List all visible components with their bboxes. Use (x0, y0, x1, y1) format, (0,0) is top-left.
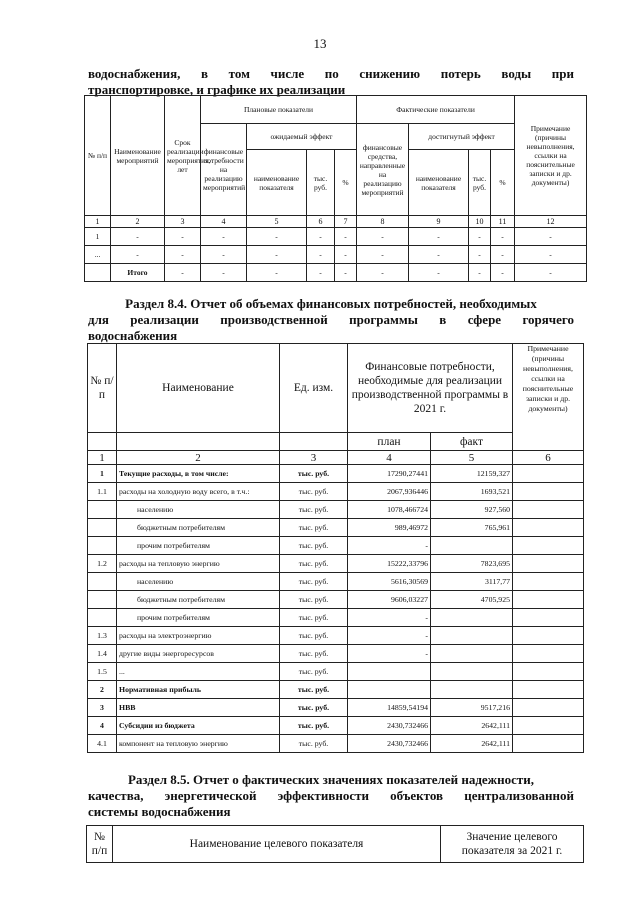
cell-note (513, 573, 584, 591)
cell-plan: 2067,936446 (348, 483, 431, 501)
table-row (85, 264, 587, 282)
table-cell (85, 264, 111, 282)
cell-num: 4.1 (88, 735, 117, 753)
table-cell: - (491, 264, 515, 282)
table-row (88, 519, 584, 537)
cell-note (513, 735, 584, 753)
cell-unit: тыс. руб. (280, 663, 348, 681)
column-number: 4 (348, 451, 431, 465)
cell-plan: 9606,03227 (348, 591, 431, 609)
cell-plan: 15222,33796 (348, 555, 431, 573)
cell-fact (431, 609, 513, 627)
cell-plan: 5616,30569 (348, 573, 431, 591)
cell-num (88, 519, 117, 537)
table-cell: - (165, 246, 201, 264)
cell-unit: тыс. руб. (280, 627, 348, 645)
header-fin-plan: финансовые потребности на реализацию мероприятий (201, 124, 247, 216)
cell-name: НВВ (117, 699, 280, 717)
cell-note (513, 483, 584, 501)
cell-name: расходы на электроэнергию (117, 627, 280, 645)
cell-plan: 17290,27441 (348, 465, 431, 483)
cell-fact: 3117,77 (431, 573, 513, 591)
table-row (88, 609, 584, 627)
table-row (88, 627, 584, 645)
section-line: качества, энергетической эффективности объектов централизованной (88, 788, 574, 803)
cell-plan (348, 681, 431, 699)
intro-paragraph (88, 66, 574, 98)
cell-plan: 2430,732466 (348, 717, 431, 735)
page-number: 13 (313, 36, 327, 51)
cell-num: 1.4 (88, 645, 117, 663)
cell-note (513, 591, 584, 609)
cell-num: 1.2 (88, 555, 117, 573)
column-number: 8 (357, 216, 409, 228)
cell-plan: 14859,54194 (348, 699, 431, 717)
cell-fact: 2642,111 (431, 735, 513, 753)
cell-name: прочим потребителям (117, 609, 280, 627)
table-cell: - (409, 228, 469, 246)
cell-fact (431, 663, 513, 681)
cell-fact (431, 681, 513, 699)
cell-unit: тыс. руб. (280, 465, 348, 483)
section-8-4-heading (88, 296, 574, 344)
column-number: 5 (247, 216, 307, 228)
cell-unit: тыс. руб. (280, 591, 348, 609)
table-cell: ... (85, 246, 111, 264)
cell-fact: 927,560 (431, 501, 513, 519)
cell-unit: тыс. руб. (280, 519, 348, 537)
column-number: 10 (469, 216, 491, 228)
section-line: Раздел 8.5. Отчет о фактических значениях показателей надежности, (127, 772, 534, 787)
cell-num: 1.5 (88, 663, 117, 681)
cell-fact: 765,961 (431, 519, 513, 537)
header-num: № п/п (88, 344, 117, 433)
column-number: 2 (117, 451, 280, 465)
cell-name: населению (117, 573, 280, 591)
header-achieved-effect: достигнутый эффект (409, 124, 515, 150)
table-cell: - (247, 246, 307, 264)
table-row (88, 591, 584, 609)
cell-unit: тыс. руб. (280, 645, 348, 663)
header-percent: % (335, 150, 357, 216)
table-cell: - (357, 246, 409, 264)
cell-plan: - (348, 537, 431, 555)
cell-plan: - (348, 609, 431, 627)
cell-note (513, 663, 584, 681)
cell-name: Нормативная прибыль (117, 681, 280, 699)
cell-plan: 2430,732466 (348, 735, 431, 753)
cell-name: бюджетным потребителям (117, 591, 280, 609)
cell-note (513, 609, 584, 627)
table-cell: - (201, 246, 247, 264)
cell-name: населению (117, 501, 280, 519)
header-num: № п/п (87, 826, 113, 863)
column-numbers-row (85, 216, 587, 228)
table-cell: - (491, 246, 515, 264)
cell-fact: 2642,111 (431, 717, 513, 735)
table-cell: - (515, 246, 587, 264)
table-row (88, 735, 584, 753)
cell-plan: - (348, 627, 431, 645)
cell-note (513, 537, 584, 555)
cell-note (513, 519, 584, 537)
cell-note (513, 627, 584, 645)
table-row (88, 501, 584, 519)
cell-unit: тыс. руб. (280, 699, 348, 717)
section-line: Раздел 8.4. Отчет об объемах финансовых потребностей, необходимых (125, 296, 537, 311)
cell-plan: 1078,466724 (348, 501, 431, 519)
header-indicator-name: наименование показателя (409, 150, 469, 216)
header-term: Срок реализации мероприятия, лет (165, 96, 201, 216)
table-cell: - (307, 228, 335, 246)
cell-num (88, 501, 117, 519)
cell-name: ... (117, 663, 280, 681)
cell-unit: тыс. руб. (280, 501, 348, 519)
table-row (88, 573, 584, 591)
table-cell: - (469, 228, 491, 246)
cell-fact (431, 627, 513, 645)
table-cell: - (201, 264, 247, 282)
cell-unit: тыс. руб. (280, 717, 348, 735)
table-cell: - (111, 228, 165, 246)
cell-note (513, 555, 584, 573)
cell-note (513, 645, 584, 663)
header-indicator-name: наименование показателя (247, 150, 307, 216)
column-number: 3 (165, 216, 201, 228)
table-cell: - (357, 228, 409, 246)
column-number: 6 (513, 451, 584, 465)
cell-unit: тыс. руб. (280, 555, 348, 573)
cell-fact: 7823,695 (431, 555, 513, 573)
cell-num: 3 (88, 699, 117, 717)
table-row (88, 699, 584, 717)
column-number: 1 (85, 216, 111, 228)
cell-num: 4 (88, 717, 117, 735)
section-line: для реализации производственной программы в сфере горячего (88, 312, 574, 327)
header-thous-rub: тыс. руб. (469, 150, 491, 216)
table-cell: - (469, 246, 491, 264)
table-cell: - (515, 264, 587, 282)
table-row (85, 246, 587, 264)
cell-name: прочим потребителям (117, 537, 280, 555)
header-indicator-name: Наименование целевого показателя (113, 826, 441, 863)
financial-needs-table (87, 343, 584, 753)
cell-fact: 12159,327 (431, 465, 513, 483)
table-row (88, 465, 584, 483)
cell-unit: тыс. руб. (280, 735, 348, 753)
table-cell: - (247, 228, 307, 246)
cell-num (88, 609, 117, 627)
header-indicator-value: Значение целевого показателя за 2021 г. (441, 826, 584, 863)
cell-num (88, 591, 117, 609)
column-number: 4 (201, 216, 247, 228)
header-fact: Фактические показатели (357, 96, 515, 124)
table-row (88, 483, 584, 501)
header-note: Примечание (причины невыполнения, ссылки на пояснительные записки и др. документы) (513, 344, 584, 451)
column-number: 2 (111, 216, 165, 228)
table-cell: - (307, 246, 335, 264)
table-cell: - (165, 264, 201, 282)
header-expected-effect: ожидаемый эффект (247, 124, 357, 150)
target-indicators-table (86, 825, 584, 863)
column-number: 12 (515, 216, 587, 228)
cell-name: расходы на холодную воду всего, в т.ч.: (117, 483, 280, 501)
table-row (88, 663, 584, 681)
intro-line: водоснабжения, в том числе по снижению потерь воды при (88, 66, 574, 81)
table-cell: - (247, 264, 307, 282)
table-cell: - (515, 228, 587, 246)
cell-fact: 9517,216 (431, 699, 513, 717)
cell-fact: 1693,521 (431, 483, 513, 501)
header-financial-needs: Финансовые потребности, необходимые для реализации производственной программы в 2021 г. (348, 344, 513, 433)
table-row (88, 645, 584, 663)
cell-name: бюджетным потребителям (117, 519, 280, 537)
cell-note (513, 681, 584, 699)
section-8-5-heading (88, 772, 574, 820)
cell-fact (431, 645, 513, 663)
cell-plan: 989,46972 (348, 519, 431, 537)
cell-name: Субсидии из бюджета (117, 717, 280, 735)
section-line: водоснабжения (88, 328, 178, 343)
header-fact: факт (431, 433, 513, 451)
header-thous-rub: тыс. руб. (307, 150, 335, 216)
table-row (88, 681, 584, 699)
cell-fact: 4705,925 (431, 591, 513, 609)
table-cell: - (409, 264, 469, 282)
table-cell: - (357, 264, 409, 282)
table-cell: - (409, 246, 469, 264)
cell-num: 1 (88, 465, 117, 483)
cell-num (88, 537, 117, 555)
header-note: Примечание (причины невыполнения, ссылки на пояснительные записки и др. документы) (515, 96, 587, 216)
column-number: 9 (409, 216, 469, 228)
cell-unit: тыс. руб. (280, 483, 348, 501)
cell-unit: тыс. руб. (280, 573, 348, 591)
cell-fact (431, 537, 513, 555)
cell-name: расходы на тепловую энергию (117, 555, 280, 573)
table-row (88, 555, 584, 573)
table-cell: - (491, 228, 515, 246)
cell-note (513, 717, 584, 735)
header-name: Наименование мероприятий (111, 96, 165, 216)
header-plan: план (348, 433, 431, 451)
column-number: 1 (88, 451, 117, 465)
column-number: 6 (307, 216, 335, 228)
cell-plan: - (348, 645, 431, 663)
cell-name: Текущие расходы, в том числе: (117, 465, 280, 483)
section-line: системы водоснабжения (88, 804, 231, 819)
measures-table (84, 95, 587, 282)
cell-note (513, 501, 584, 519)
table-cell: - (335, 228, 357, 246)
cell-num: 1.1 (88, 483, 117, 501)
table-cell: - (111, 246, 165, 264)
table-cell: - (335, 246, 357, 264)
cell-num (88, 573, 117, 591)
header-plan: Плановые показатели (201, 96, 357, 124)
cell-note (513, 465, 584, 483)
table-cell: - (201, 228, 247, 246)
cell-unit: тыс. руб. (280, 537, 348, 555)
column-number: 3 (280, 451, 348, 465)
header-fin-fact: финансовые средства, направленные на реализацию мероприятий (357, 124, 409, 216)
table-cell: - (307, 264, 335, 282)
table-cell: Итого (111, 264, 165, 282)
cell-name: компонент на тепловую энергию (117, 735, 280, 753)
column-number: 11 (491, 216, 515, 228)
cell-num: 1.3 (88, 627, 117, 645)
header-name: Наименование (117, 344, 280, 433)
table-cell: 1 (85, 228, 111, 246)
table-cell: - (335, 264, 357, 282)
intro-line: транспортировке, и графике их реализации (88, 82, 346, 97)
cell-plan (348, 663, 431, 681)
cell-unit: тыс. руб. (280, 609, 348, 627)
column-number: 7 (335, 216, 357, 228)
column-number: 5 (431, 451, 513, 465)
table-cell: - (165, 228, 201, 246)
header-unit: Ед. изм. (280, 344, 348, 433)
cell-note (513, 699, 584, 717)
cell-unit: тыс. руб. (280, 681, 348, 699)
table-row (88, 537, 584, 555)
cell-name: другие виды энергоресурсов (117, 645, 280, 663)
header-num: № п/п (85, 96, 111, 216)
table-row (85, 228, 587, 246)
header-percent: % (491, 150, 515, 216)
cell-num: 2 (88, 681, 117, 699)
column-numbers-row (88, 451, 584, 465)
table-row (88, 717, 584, 735)
table-cell: - (469, 264, 491, 282)
